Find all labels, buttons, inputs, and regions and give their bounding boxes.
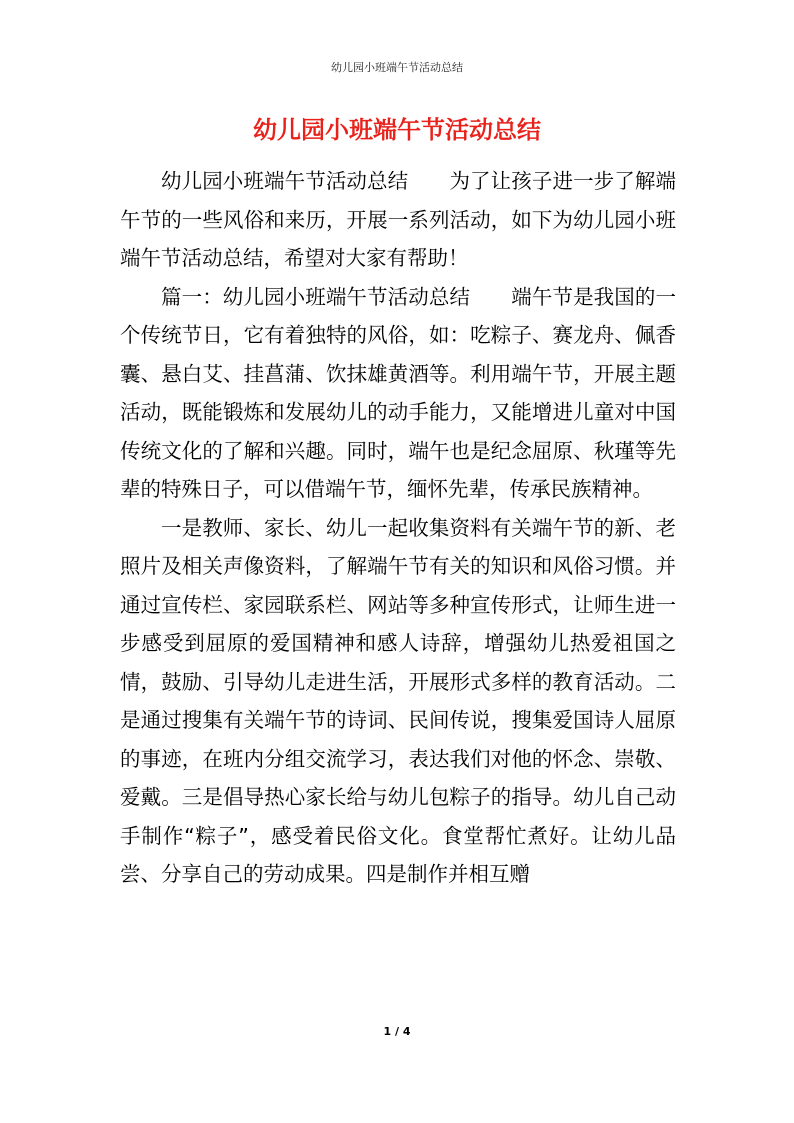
paragraph-intro: 幼儿园小班端午节活动总结 为了让孩子进一步了解端午节的一些风俗和来历，开展一系列活动，如下为幼儿园小班端午节活动总结，希望对大家有帮助！	[120, 169, 676, 270]
document-body	[120, 162, 676, 894]
paragraph-part-one: 篇一：幼儿园小班端午节活动总结 端午节是我国的一个传统节日，它有着独特的风俗，如：吃粽子、赛龙舟、佩香囊、悬白艾、挂菖蒲、饮抹雄黄酒等。利用端午节，开展主题活动，既能锻炼和发展幼儿的动手能力，又能增进儿童对中国传统文化的了解和兴趣。同时，端午也是纪念屈原、秋瑾等先辈的特殊日子，可以借端午节，缅怀先辈，传承民族精神。	[120, 284, 676, 501]
document-title: 幼儿园小班端午节活动总结	[253, 116, 541, 144]
running-header: 幼儿园小班端午节活动总结	[331, 61, 463, 74]
page-number: 1 / 4	[383, 1025, 411, 1038]
paragraph-activities: 一是教师、家长、幼儿一起收集资料有关端午节的新、老照片及相关声像资料，了解端午节有关的知识和风俗习惯。并通过宣传栏、家园联系栏、网站等多种宣传形式，让师生进一步感受到屈原的爱国精神和感人诗辞，增强幼儿热爱祖国之情，鼓励、引导幼儿走进生活，开展形式多样的教育活动。二是通过搜集有关端午节的诗词、民间传说，搜集爱国诗人屈原的事迹，在班内分组交流学习，表达我们对他的怀念、崇敬、爱戴。三是倡导热心家长给与幼儿包粽子的指导。幼儿自己动手制作“粽子”，感受着民俗文化。食堂帮忙煮好。让幼儿品尝、分享自己的劳动成果。四是制作并相互赠	[120, 515, 676, 886]
header-divider	[120, 80, 674, 81]
